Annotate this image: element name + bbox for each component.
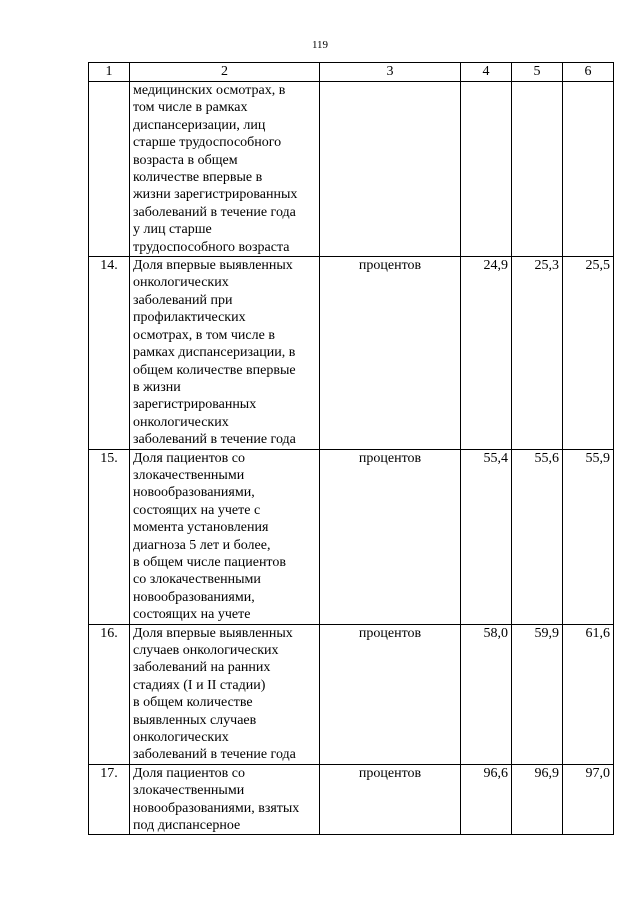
value-cell-v4: 24,9 bbox=[461, 257, 512, 449]
indicator-name-line: количестве впервые в bbox=[133, 170, 263, 186]
indicator-name-line: новообразованиями, bbox=[133, 485, 255, 501]
indicator-name-line: стадиях (I и II стадии) bbox=[133, 677, 266, 693]
table-row bbox=[89, 82, 614, 257]
value-cell-v5: 96,9 bbox=[512, 764, 563, 835]
indicator-name-line: со злокачественными bbox=[133, 572, 261, 588]
unit-cell: процентов bbox=[320, 764, 461, 835]
column-header: 2 bbox=[130, 63, 320, 82]
column-header: 3 bbox=[320, 63, 461, 82]
indicator-name-line: состоящих на учете с bbox=[133, 502, 261, 518]
indicator-name-line: онкологических bbox=[133, 730, 229, 746]
row-number: 16. bbox=[89, 624, 130, 764]
indicator-name-line: под диспансерное bbox=[133, 818, 241, 834]
indicator-name-line: общем количестве впервые bbox=[133, 362, 296, 378]
value-cell-v5: 25,3 bbox=[512, 257, 563, 449]
indicator-name-line: медицинских осмотрах, в bbox=[133, 83, 286, 98]
unit-cell: процентов bbox=[320, 624, 461, 764]
value-cell-v5: 59,9 bbox=[512, 624, 563, 764]
indicator-name bbox=[130, 449, 320, 624]
indicator-name-line: заболеваний на ранних bbox=[133, 660, 271, 676]
indicator-name-line: в общем количестве bbox=[133, 695, 253, 711]
table-row bbox=[89, 449, 614, 624]
page-number: 119 bbox=[311, 39, 329, 51]
indicator-name-line: злокачественными bbox=[133, 467, 245, 483]
table-row bbox=[89, 764, 614, 835]
indicator-name-line: том числе в рамках bbox=[133, 100, 248, 116]
indicator-name-line: Доля пациентов со bbox=[133, 450, 245, 466]
column-header: 1 bbox=[89, 63, 130, 82]
indicator-name-line: новообразованиями, bbox=[133, 589, 255, 605]
indicator-name-line: зарегистрированных bbox=[133, 397, 257, 413]
indicator-name-line: заболеваний в течение года bbox=[133, 204, 296, 220]
value-cell-v6: 55,9 bbox=[563, 449, 614, 624]
indicator-name-line: выявленных случаев bbox=[133, 712, 257, 728]
table-body bbox=[89, 63, 614, 835]
indicators-table bbox=[88, 62, 614, 835]
indicator-name-line: Доля пациентов со bbox=[133, 765, 245, 781]
indicator-name-line: жизни зарегистрированных bbox=[133, 187, 298, 203]
indicator-name-line: профилактических bbox=[133, 310, 246, 326]
row-number: 15. bbox=[89, 449, 130, 624]
indicator-name-line: состоящих на учете bbox=[133, 607, 251, 623]
table-header-row bbox=[89, 63, 614, 82]
indicator-name-line: рамках диспансеризации, в bbox=[133, 345, 296, 361]
indicator-name-line: новообразованиями, взятых bbox=[133, 800, 300, 816]
indicator-name-line: заболеваний в течение года bbox=[133, 747, 296, 763]
indicator-name-line: в жизни bbox=[133, 379, 181, 395]
indicator-name-line: возраста в общем bbox=[133, 152, 238, 168]
indicator-name-line: осмотрах, в том числе в bbox=[133, 327, 275, 343]
indicator-name-line: трудоспособного возраста bbox=[133, 239, 290, 255]
column-header: 6 bbox=[563, 63, 614, 82]
indicator-name-line: заболеваний в течение года bbox=[133, 432, 296, 448]
value-cell-v4 bbox=[461, 82, 512, 257]
table-row bbox=[89, 257, 614, 449]
unit-cell bbox=[320, 82, 461, 257]
value-cell-v6 bbox=[563, 82, 614, 257]
indicator-name-line: момента установления bbox=[133, 520, 269, 536]
value-cell-v5: 55,6 bbox=[512, 449, 563, 624]
row-number: 17. bbox=[89, 764, 130, 835]
indicator-name bbox=[130, 82, 320, 257]
value-cell-v6: 61,6 bbox=[563, 624, 614, 764]
value-cell-v6: 97,0 bbox=[563, 764, 614, 835]
value-cell-v4: 55,4 bbox=[461, 449, 512, 624]
column-header: 4 bbox=[461, 63, 512, 82]
indicator-name-line: онкологических bbox=[133, 414, 229, 430]
indicator-name-line: у лиц старше bbox=[133, 222, 212, 238]
indicator-name-line: заболеваний при bbox=[133, 292, 233, 308]
indicator-name-line: старше трудоспособного bbox=[133, 135, 282, 151]
indicator-name bbox=[130, 257, 320, 449]
row-number bbox=[89, 82, 130, 257]
indicator-name-line: злокачественными bbox=[133, 783, 245, 799]
indicator-name bbox=[130, 624, 320, 764]
value-cell-v5 bbox=[512, 82, 563, 257]
indicator-name bbox=[130, 764, 320, 835]
unit-cell: процентов bbox=[320, 257, 461, 449]
column-header: 5 bbox=[512, 63, 563, 82]
value-cell-v4: 96,6 bbox=[461, 764, 512, 835]
indicator-name-line: случаев онкологических bbox=[133, 643, 279, 658]
row-number: 14. bbox=[89, 257, 130, 449]
table-row bbox=[89, 624, 614, 764]
indicator-name-line: в общем числе пациентов bbox=[133, 554, 286, 570]
indicator-name-line: Доля впервые выявленных bbox=[133, 258, 293, 274]
indicator-name-line: диспансеризации, лиц bbox=[133, 117, 266, 133]
indicator-name-line: онкологических bbox=[133, 275, 229, 291]
unit-cell: процентов bbox=[320, 449, 461, 624]
value-cell-v6: 25,5 bbox=[563, 257, 614, 449]
indicator-name-line: Доля впервые выявленных bbox=[133, 625, 293, 641]
indicator-name-line: диагноза 5 лет и более, bbox=[133, 537, 271, 553]
value-cell-v4: 58,0 bbox=[461, 624, 512, 764]
